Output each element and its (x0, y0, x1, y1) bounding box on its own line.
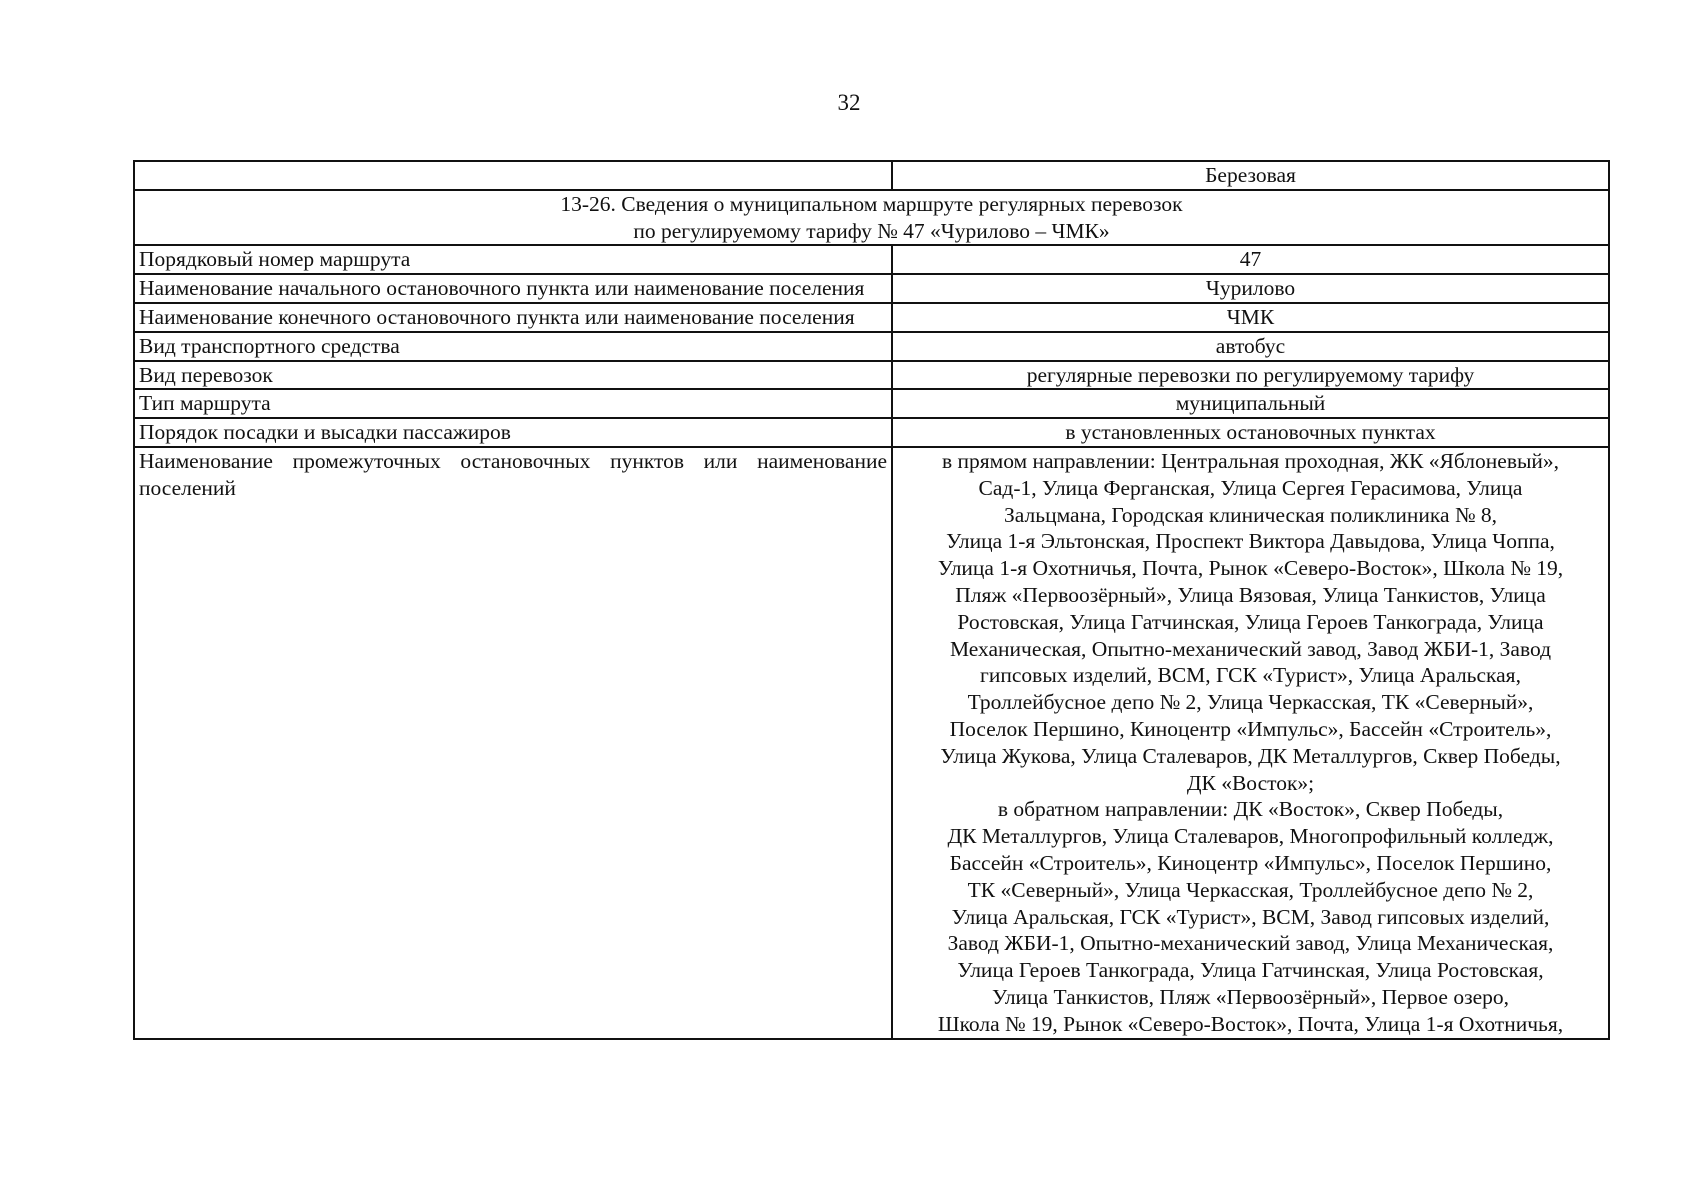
stops-line: Троллейбусное депо № 2, Улица Черкасская, ТК «Северный», (967, 690, 1534, 715)
row-value: Чурилово (892, 274, 1609, 303)
table-row (134, 361, 1609, 390)
stops-line: Улица 1-я Охотничья, Почта, Рынок «Северо-Восток», Школа № 19, (937, 556, 1564, 581)
table-row (134, 418, 1609, 447)
table-row-intermediate-stops (134, 447, 1609, 1039)
stops-line: Улица 1-я Эльтонская, Проспект Виктора Давыдова, Улица Чоппа, (946, 529, 1555, 554)
stops-line: ТК «Северный», Улица Черкасская, Троллейбусное депо № 2, (967, 877, 1534, 902)
section-header-cell (134, 190, 1609, 246)
row-label: Вид перевозок (134, 361, 892, 390)
stops-line: Улица Танкистов, Пляж «Первоозёрный», Первое озеро, (992, 984, 1509, 1009)
table-row (134, 332, 1609, 361)
row-label: Порядок посадки и высадки пассажиров (134, 418, 892, 447)
continued-left-cell (134, 161, 892, 190)
stops-line: Зальцмана, Городская клиническая поликлиника № 8, (1004, 502, 1497, 527)
intermediate-stops-list (892, 447, 1609, 1039)
page-number: 32 (837, 90, 861, 115)
table-row-section-header (134, 190, 1609, 246)
table-row (134, 389, 1609, 418)
table-row (134, 303, 1609, 332)
section-header-line-2: по регулируемому тарифу № 47 «Чурилово – ЧМК» (633, 218, 1110, 243)
stops-line: Бассейн «Строитель», Киноцентр «Импульс», Поселок Першино, (949, 850, 1552, 875)
table-row (134, 274, 1609, 303)
stops-line: Пляж «Первоозёрный», Улица Вязовая, Улица Танкистов, Улица (955, 582, 1546, 607)
row-value: 47 (892, 245, 1609, 274)
stops-line: Сад-1, Улица Ферганская, Улица Сергея Герасимова, Улица (978, 475, 1523, 500)
stops-line: Улица Героев Танкограда, Улица Гатчинская, Улица Ростовская, (957, 958, 1544, 983)
row-value: муниципальный (892, 389, 1609, 418)
stops-line: Школа № 19, Рынок «Северо-Восток», Почта, Улица 1-я Охотничья, (937, 1011, 1564, 1036)
row-value: автобус (892, 332, 1609, 361)
stops-line: Улица Жукова, Улица Сталеваров, ДК Металлургов, Сквер Победы, (940, 743, 1561, 768)
stops-line: ДК Металлургов, Улица Сталеваров, Многопрофильный колледж, (947, 824, 1554, 849)
row-value: ЧМК (892, 303, 1609, 332)
stops-line: гипсовых изделий, ВСМ, ГСК «Турист», Улица Аральская, (980, 663, 1521, 688)
intermediate-stops-label: Наименование промежуточных остановочных пунктов или наименование поселений (134, 447, 892, 1039)
stops-line: в обратном направлении: ДК «Восток», Сквер Победы, (997, 797, 1504, 822)
row-label: Наименование конечного остановочного пункта или наименование поселения (134, 303, 892, 332)
stops-line: Завод ЖБИ-1, Опытно-механический завод, Улица Механическая, (947, 931, 1554, 956)
table-row-continued (134, 161, 1609, 190)
stops-line: Поселок Першино, Киноцентр «Импульс», Бассейн «Строитель», (949, 716, 1552, 741)
stops-line: Улица Аральская, ГСК «Турист», ВСМ, Завод гипсовых изделий, (951, 904, 1550, 929)
stops-line: в прямом направлении: Центральная проходная, ЖК «Яблоневый», (941, 448, 1560, 473)
continued-right-cell: Березовая (892, 161, 1609, 190)
row-label: Наименование начального остановочного пункта или наименование поселения (134, 274, 892, 303)
row-label: Тип маршрута (134, 389, 892, 418)
row-value: регулярные перевозки по регулируемому тарифу (892, 361, 1609, 390)
stops-line: Механическая, Опытно-механический завод, Завод ЖБИ-1, Завод (949, 636, 1552, 661)
stops-line: ДК «Восток»; (1186, 770, 1315, 795)
stops-line: Ростовская, Улица Гатчинская, Улица Героев Танкограда, Улица (957, 609, 1544, 634)
row-label: Вид транспортного средства (134, 332, 892, 361)
row-value: в установленных остановочных пунктах (892, 418, 1609, 447)
row-label: Порядковый номер маршрута (134, 245, 892, 274)
section-header-line-1: 13-26. Сведения о муниципальном маршруте регулярных перевозок (560, 191, 1183, 216)
table-row (134, 245, 1609, 274)
route-info-table (133, 160, 1610, 1040)
